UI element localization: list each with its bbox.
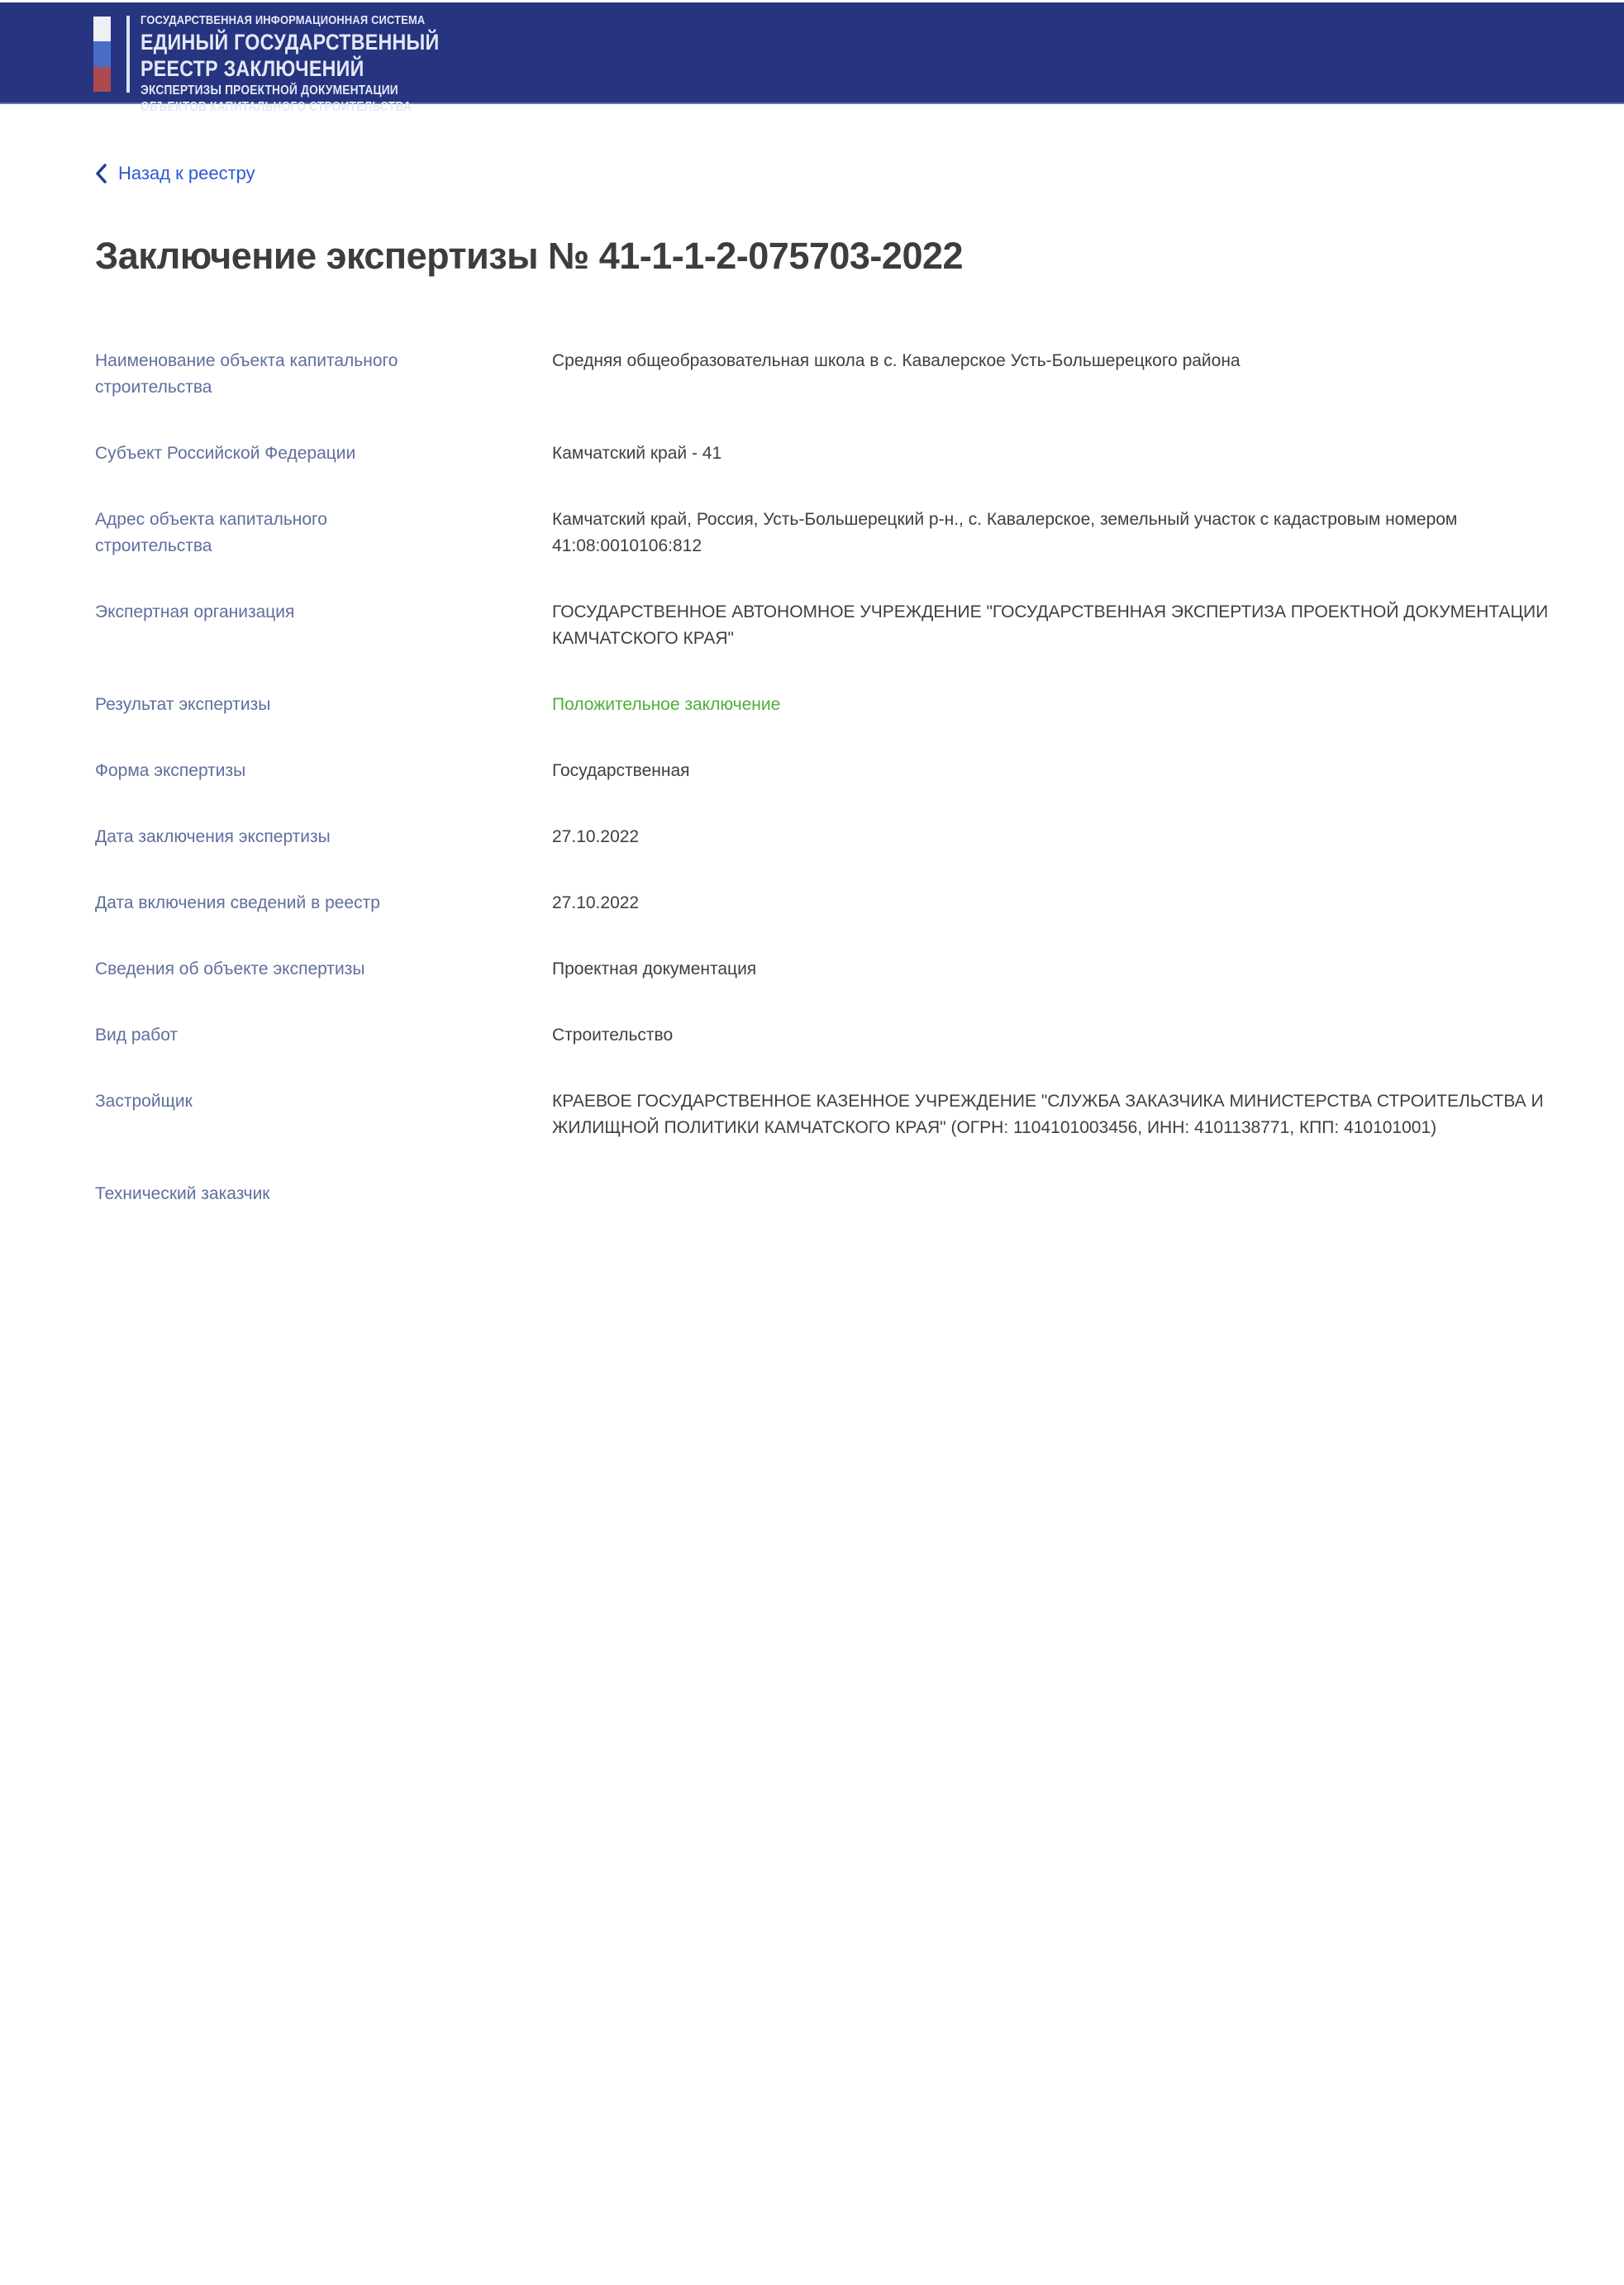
- detail-label: Субъект Российской Федерации: [95, 444, 356, 463]
- page-title: Заключение экспертизы № 41-1-1-2-075703-2022: [95, 235, 964, 277]
- detail-value: Государственная: [552, 761, 690, 780]
- registry-line-2: РЕЕСТР ЗАКЛЮЧЕНИЙ: [140, 56, 364, 81]
- detail-value: Средняя общеобразовательная школа в с. Кавалерское Усть-Большерецкого района: [552, 351, 1241, 370]
- detail-value: Проектная документация: [552, 959, 757, 978]
- flag-red-band: [93, 67, 111, 92]
- subtitle-line-1: ЭКСПЕРТИЗЫ ПРОЕКТНОЙ ДОКУМЕНТАЦИИ: [140, 83, 398, 98]
- detail-value: ГОСУДАРСТВЕННОЕ АВТОНОМНОЕ УЧРЕЖДЕНИЕ "ГОСУДАРСТВЕННАЯ ЭКСПЕРТИЗА ПРОЕКТНОЙ ДОКУМЕНТАЦИИ КАМЧАТСКОГО КРАЯ": [552, 602, 1549, 648]
- detail-label: Форма экспертизы: [95, 761, 246, 780]
- conclusion-details-list: [95, 348, 1554, 1207]
- detail-value: Положительное заключение: [552, 695, 781, 714]
- detail-value: Камчатский край, Россия, Усть-Большерецкий р-н., с. Кавалерское, земельный участок с кадастровым номером 41:08:0010106:812: [552, 510, 1458, 555]
- detail-label: Дата включения сведений в реестр: [95, 893, 380, 912]
- detail-label: Экспертная организация: [95, 602, 295, 621]
- detail-label: Застройщик: [95, 1092, 193, 1111]
- russian-flag-logo: [93, 17, 111, 92]
- logo-separator: [126, 16, 130, 93]
- back-link-label: Назад к реестру: [118, 163, 255, 183]
- detail-label: Результат экспертизы: [95, 695, 271, 714]
- detail-value: [552, 1181, 1554, 1207]
- detail-label: Сведения об объекте экспертизы: [95, 959, 365, 978]
- detail-value: Строительство: [552, 1026, 674, 1045]
- detail-label: Технический заказчик: [95, 1184, 270, 1203]
- detail-label: Наименование объекта капитального строительства: [95, 351, 398, 397]
- chevron-left-icon: [95, 164, 107, 183]
- main-content: [0, 104, 1624, 1207]
- registry-line-1: ЕДИНЫЙ ГОСУДАРСТВЕННЫЙ: [140, 30, 440, 55]
- subtitle-line-2: ОБЪЕКТОВ КАПИТАЛЬНОГО СТРОИТЕЛЬСТВА: [140, 100, 412, 114]
- system-label: ГОСУДАРСТВЕННАЯ ИНФОРМАЦИОННАЯ СИСТЕМА: [140, 13, 426, 27]
- detail-label: Вид работ: [95, 1026, 179, 1045]
- detail-value: Камчатский край - 41: [552, 444, 722, 463]
- logo-text-block: [140, 14, 439, 117]
- detail-value: КРАЕВОЕ ГОСУДАРСТВЕННОЕ КАЗЕННОЕ УЧРЕЖДЕНИЕ "СЛУЖБА ЗАКАЗЧИКА МИНИСТЕРСТВА СТРОИТЕЛЬСТВА И ЖИЛИЩНОЙ ПОЛИТИКИ КАМЧАТСКОГО КРАЯ" (ОГРН: 1104101003456, ИНН: 4101138771, КПП: 410101001): [552, 1092, 1544, 1137]
- detail-value: 27.10.2022: [552, 827, 640, 846]
- detail-value: 27.10.2022: [552, 893, 640, 912]
- flag-blue-band: [93, 41, 111, 66]
- flag-white-band: [93, 17, 111, 41]
- detail-label: Дата заключения экспертизы: [95, 827, 331, 846]
- app-header: [0, 2, 1624, 114]
- detail-label: Адрес объекта капитального строительства: [95, 510, 327, 555]
- back-to-registry-link[interactable]: [95, 163, 255, 184]
